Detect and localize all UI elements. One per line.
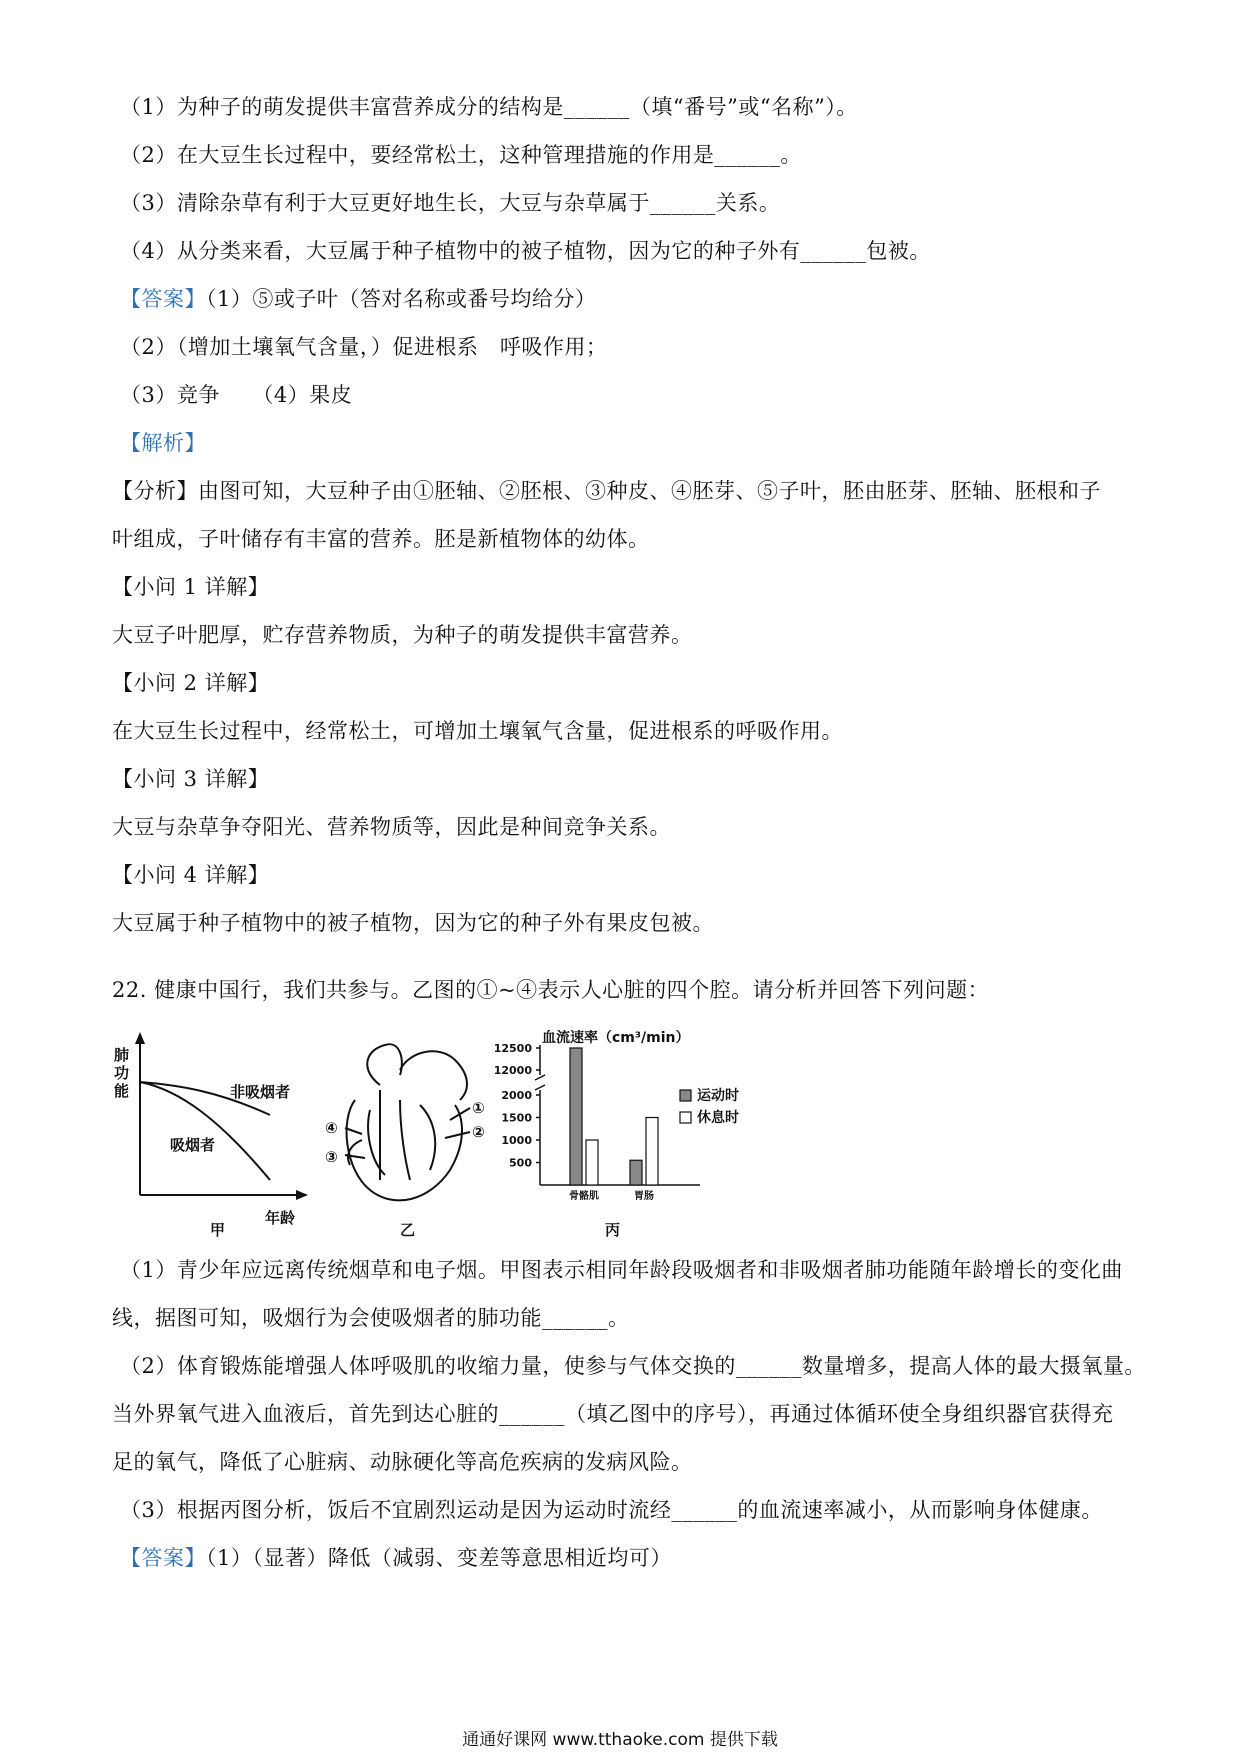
answer-tag-2: 【答案】 xyxy=(120,1546,206,1570)
answer-line-22 xyxy=(120,1543,672,1573)
line-q2: （2）在大豆生长过程中，要经常松土，这种管理措施的作用是______。 xyxy=(120,143,802,167)
jia-nonsmoker-label: 非吸烟者 xyxy=(230,1083,291,1101)
jia-ylabel-2: 功 xyxy=(114,1064,130,1082)
bing-ytick-label: 500 xyxy=(509,1156,532,1170)
p2a: （2）体育锻炼能增强人体呼吸肌的收缩力量，使参与气体交换的______数量增多，提高人体的最大摄氧量。 xyxy=(120,1354,1146,1378)
line-q1: （1）为种子的萌发提供丰富营养成分的结构是______（填“番号”或“名称”）。 xyxy=(120,95,858,119)
answer-tag: 【答案】 xyxy=(120,287,206,311)
p1b: 线，据图可知，吸烟行为会使吸烟者的肺功能______。 xyxy=(112,1306,630,1330)
figure-yi-heart xyxy=(345,1044,470,1200)
jia-xlabel: 年龄 xyxy=(265,1209,296,1227)
bing-axis-break xyxy=(535,1075,545,1090)
bing-ytick-label: 1000 xyxy=(501,1134,532,1147)
bing-bar xyxy=(646,1118,658,1186)
bing-title: 血流速率（cm³/min） xyxy=(542,1030,690,1046)
sub3-text: 大豆与杂草争夺阳光、营养物质等，因此是种间竞争关系。 xyxy=(112,815,671,839)
yi-label-2: ② xyxy=(472,1123,485,1141)
yi-caption: 乙 xyxy=(400,1221,416,1239)
yi-label-1: ① xyxy=(472,1099,485,1117)
jia-caption: 甲 xyxy=(210,1221,226,1239)
yi-label-3: ③ xyxy=(325,1148,338,1166)
line-q3: （3）清除杂草有利于大豆更好地生长，大豆与杂草属于______关系。 xyxy=(120,191,781,215)
bing-legend-label: 休息时 xyxy=(697,1110,739,1126)
analysis-tag: 【解析】 xyxy=(120,431,206,455)
figure-jia xyxy=(114,1032,308,1239)
bing-ytick-label: 2000 xyxy=(501,1089,532,1102)
jia-smoker-label: 吸烟者 xyxy=(170,1136,216,1154)
footer: 通通好课网 www.tthaoke.com 提供下载 xyxy=(462,1730,778,1750)
bing-ytick-label: 12500 xyxy=(493,1042,532,1055)
jia-ylabel-1: 肺 xyxy=(114,1046,130,1064)
answer-line-2: （2）（增加土壤氧气含量，）促进根系 呼吸作用； xyxy=(120,335,608,359)
bing-ytick-label: 12000 xyxy=(493,1064,532,1077)
analysis-1: 【分析】由图可知，大豆种子由①胚轴、②胚根、③种皮、④胚芽、⑤子叶，胚由胚芽、胚轴、胚根和子 xyxy=(112,479,1101,503)
figure-bing-chart xyxy=(494,1042,739,1202)
p1a: （1）青少年应远离传统烟草和电子烟。甲图表示相同年龄段吸烟者和非吸烟者肺功能随年龄增长的变化曲 xyxy=(120,1258,1123,1282)
analysis-2: 叶组成，子叶储存有丰富的营养。胚是新植物体的幼体。 xyxy=(112,527,650,551)
bing-legend-label: 运动时 xyxy=(697,1088,739,1104)
bing-category-label: 骨骼肌 xyxy=(569,1191,599,1202)
bing-legend-swatch xyxy=(680,1090,691,1101)
answer-line-3: （3）竞争 （4）果皮 xyxy=(120,383,353,407)
bing-caption: 丙 xyxy=(605,1221,621,1239)
sub4-tag: 【小问 4 详解】 xyxy=(112,863,270,887)
figure-row xyxy=(100,1030,820,1240)
answer-line-1 xyxy=(120,284,596,314)
p3: （3）根据丙图分析，饭后不宜剧烈运动是因为运动时流经______的血流速率减小，从而影响身体健康。 xyxy=(120,1498,1103,1522)
answer-22: （1）（显著）降低（减弱、变差等意思相近均可） xyxy=(206,1546,672,1570)
line-q4: （4）从分类来看，大豆属于种子植物中的被子植物，因为它的种子外有______包被。 xyxy=(120,239,931,263)
p2b: 当外界氧气进入血液后，首先到达心脏的______（填乙图中的序号），再通过体循环使全身组织器官获得充 xyxy=(112,1402,1114,1426)
bing-legend-swatch xyxy=(680,1112,691,1123)
sub4-text: 大豆属于种子植物中的被子植物，因为它的种子外有果皮包被。 xyxy=(112,911,714,935)
sub3-tag: 【小问 3 详解】 xyxy=(112,767,270,791)
p2c: 足的氧气，降低了心脏病、动脉硬化等高危疾病的发病风险。 xyxy=(112,1450,693,1474)
sub1-tag: 【小问 1 详解】 xyxy=(112,575,270,599)
jia-ylabel-3: 能 xyxy=(114,1082,130,1100)
yi-label-4: ④ xyxy=(325,1119,338,1137)
bing-category-label: 胃肠 xyxy=(634,1191,654,1202)
question-22: 22. 健康中国行，我们共参与。乙图的①~④表示人心脏的四个腔。请分析并回答下列问题： xyxy=(112,978,990,1002)
answer-1: （1）⑤或子叶（答对名称或番号均给分） xyxy=(206,287,597,311)
bing-bar xyxy=(586,1140,598,1185)
bing-bar xyxy=(570,1048,582,1185)
sub2-text: 在大豆生长过程中，经常松土，可增加土壤氧气含量，促进根系的呼吸作用。 xyxy=(112,719,843,743)
bing-bar xyxy=(630,1160,642,1185)
sub2-tag: 【小问 2 详解】 xyxy=(112,671,270,695)
bing-ytick-label: 1500 xyxy=(501,1111,532,1125)
sub1-text: 大豆子叶肥厚，贮存营养物质，为种子的萌发提供丰富营养。 xyxy=(112,623,693,647)
